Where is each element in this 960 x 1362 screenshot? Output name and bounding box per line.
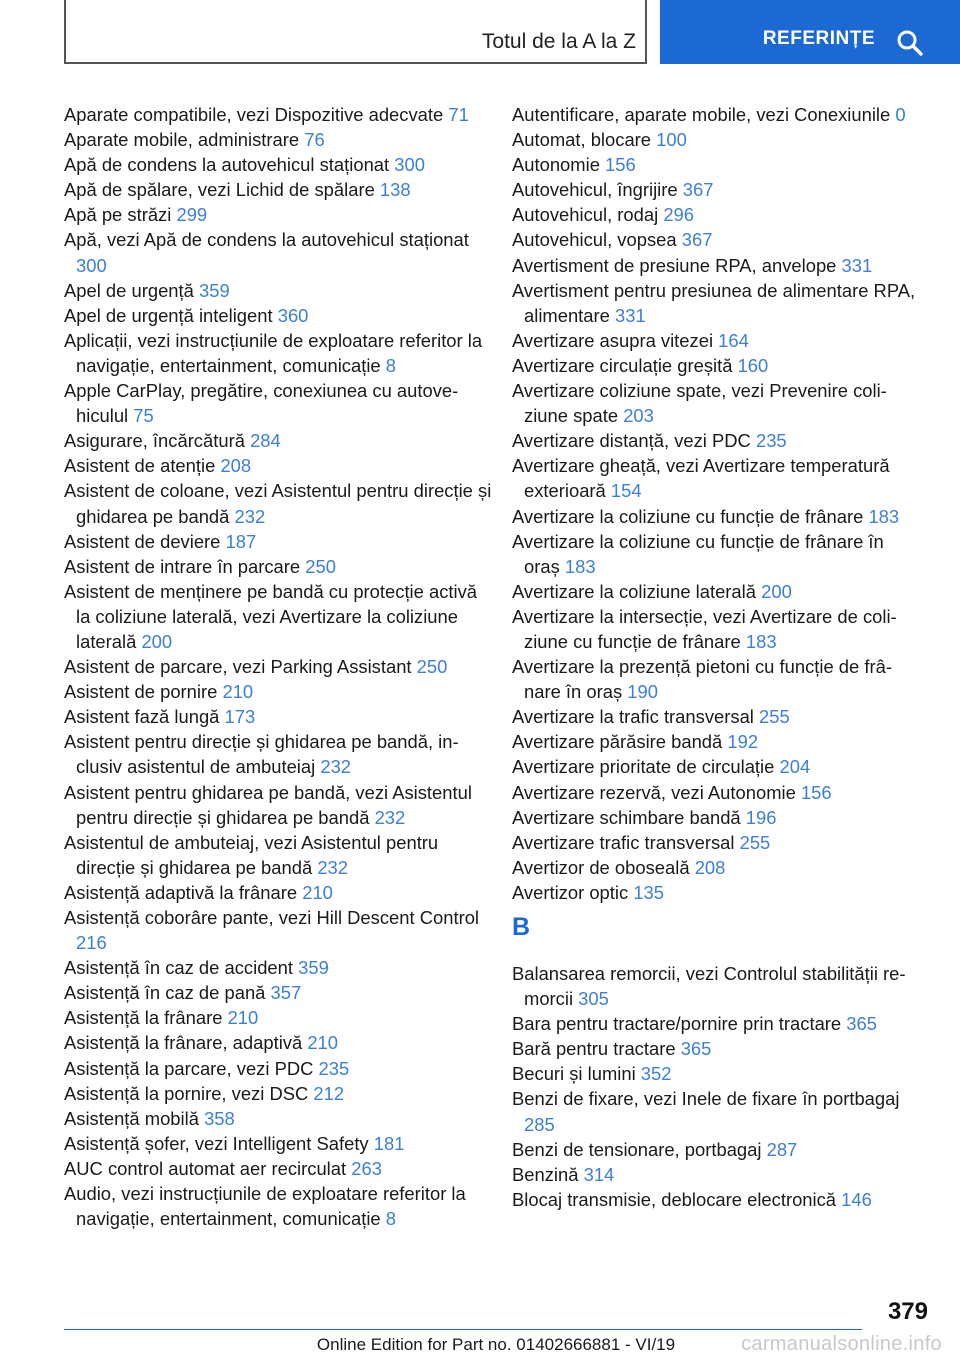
index-entry-text: Asistență la frânare (64, 1007, 223, 1029)
index-entry-text: Avertisment pentru presiunea de alimentare RPA, alimentare (512, 279, 916, 326)
page-link[interactable]: 190 (627, 681, 658, 703)
page-link[interactable]: 75 (133, 405, 154, 427)
index-entry (64, 428, 494, 453)
index-entry-text: Asistență în caz de pană (64, 982, 266, 1004)
index-entry (512, 453, 917, 503)
page-link[interactable]: 284 (250, 430, 281, 452)
page-link[interactable]: 359 (298, 957, 329, 979)
index-entry-text: Asistență la parcare, vezi PDC (64, 1057, 314, 1079)
index-entry (64, 579, 494, 654)
index-entry (64, 554, 494, 579)
index-entry-text: Asistent de coloane, vezi Asistentul pentru direcție și ghidarea pe bandă (64, 480, 492, 527)
page-link[interactable]: 156 (605, 154, 636, 176)
index-entry (512, 504, 917, 529)
index-entry (512, 604, 917, 654)
index-entry (64, 679, 494, 704)
page-link[interactable]: 232 (374, 806, 406, 828)
index-entry (64, 278, 494, 303)
page-link[interactable]: 365 (846, 1013, 877, 1035)
header-divider-right (645, 0, 647, 64)
index-entry (64, 227, 494, 277)
page-link[interactable]: 192 (727, 731, 759, 753)
page-link[interactable]: 135 (633, 881, 664, 903)
page-link[interactable]: 210 (227, 1007, 259, 1029)
page-link[interactable]: 203 (623, 405, 654, 427)
page-link[interactable]: 235 (318, 1057, 350, 1079)
index-entry (64, 654, 494, 679)
page-number: 379 (887, 1298, 928, 1325)
page-link[interactable]: 210 (307, 1032, 339, 1054)
index-entry (512, 805, 917, 830)
index-entry-text: Avertizare gheață, vezi Avertizare temperatură exterioară (512, 455, 890, 502)
index-group-a (512, 102, 917, 905)
index-entry (512, 880, 917, 905)
index-entry (64, 1081, 494, 1106)
index-entry-text: Apple CarPlay, pregătire, conexiunea cu autovehiculul (64, 380, 459, 427)
index-entry (64, 905, 494, 955)
index-entry (64, 729, 494, 779)
index-entry (512, 378, 917, 428)
page-link[interactable]: 164 (718, 329, 749, 351)
index-entry-text: Autonomie (512, 154, 600, 176)
page-link[interactable]: 146 (841, 1188, 872, 1210)
index-entry-text: Aparate compatibile, vezi Dispozitive adecvate (64, 104, 444, 125)
index-entry-text: Autovehicul, îngrijire (512, 179, 678, 201)
index-entry-text: Asistent de deviere (64, 530, 221, 552)
page-link[interactable]: 200 (141, 630, 173, 652)
page-link[interactable]: 285 (524, 1113, 555, 1135)
header-underline (64, 62, 647, 64)
index-entry-text: Benzi de fixare, vezi Inele de fixare în portbagaj (512, 1088, 900, 1110)
page-link[interactable]: 235 (755, 430, 787, 452)
section-title[interactable]: Totul de la A la Z (481, 30, 636, 53)
index-entry-text: Avertizare trafic transversal (512, 831, 735, 853)
index-entry (64, 453, 494, 478)
page-link[interactable]: 250 (305, 555, 336, 577)
page-link[interactable]: 71 (448, 104, 469, 125)
page-link[interactable]: 216 (76, 932, 107, 954)
index-entry (512, 579, 917, 604)
page-link[interactable]: 352 (640, 1063, 672, 1085)
index-entry (64, 980, 494, 1005)
page-link[interactable]: 8 (385, 1208, 396, 1230)
tab-referinte-label: REFERINȚE (762, 28, 875, 49)
index-entry-text: Avertizare rezervă, vezi Autonomie (512, 781, 796, 803)
index-entry-text: AUC control automat aer recirculat (64, 1157, 347, 1179)
index-entry (64, 378, 494, 428)
page-link[interactable]: 299 (176, 204, 208, 226)
page-link[interactable]: 76 (304, 129, 325, 151)
index-entry (512, 830, 917, 855)
index-entry (64, 830, 494, 880)
index-entry (512, 780, 917, 805)
index-entry-text: Asistentul de ambuteiaj, vezi Asistentul pentru direcție și ghidarea pe bandă (64, 831, 439, 878)
page-link[interactable]: 183 (745, 630, 777, 652)
page-link[interactable]: 232 (234, 505, 266, 527)
index-entry (512, 227, 917, 252)
index-entry (512, 152, 917, 177)
index-entry (512, 253, 917, 278)
index-entry-text: Avertizare schimbare bandă (512, 806, 741, 828)
index-entry (512, 202, 917, 227)
index-entry (64, 1181, 494, 1231)
page-link[interactable]: 367 (681, 229, 713, 251)
index-entry (512, 1137, 917, 1162)
index-entry (512, 704, 917, 729)
index-entry (64, 1156, 494, 1181)
page-link[interactable]: 212 (313, 1082, 345, 1104)
index-entry-text: Audio, vezi instrucțiunile de exploatare referitor la navigație, entertainment, comunicație (64, 1183, 466, 1230)
index-entry-text: Asistent de intrare în parcare (64, 555, 301, 577)
index-entry-text: Autentificare, aparate mobile, vezi Conexiunile (512, 104, 896, 125)
index-entry (512, 1011, 917, 1036)
search-icon[interactable] (895, 28, 925, 58)
index-entry-text: Asistență la pornire, vezi DSC (64, 1082, 309, 1104)
index-entry-text: Avertizare circulație greșită (512, 354, 733, 376)
index-entry (64, 1131, 494, 1156)
index-column-left (64, 102, 494, 1231)
index-entry-text: Avertizare la trafic transversal (512, 706, 754, 728)
index-entry (64, 955, 494, 980)
index-entry-text: Benzină (512, 1163, 579, 1185)
index-entry (64, 202, 494, 227)
index-entry-text: Asistență adaptivă la frânare (64, 881, 298, 903)
tab-referinte[interactable] (660, 0, 960, 64)
footer-rule (64, 1329, 862, 1330)
index-entry-text: Avertizare distanță, vezi PDC (512, 430, 751, 452)
page-link[interactable]: 365 (680, 1038, 712, 1060)
page-link[interactable]: 300 (394, 154, 425, 176)
page-link[interactable]: 210 (302, 881, 333, 903)
index-entry-text: Avertizare coliziune spate, vezi Prevenire coliziune spate (512, 380, 887, 427)
index-entry (64, 102, 494, 127)
page-link[interactable]: 210 (222, 681, 254, 703)
page-link[interactable]: 183 (868, 505, 900, 527)
index-entry-text: Apel de urgență inteligent (64, 304, 273, 326)
index-entry-text: Avertizare asupra vitezei (512, 329, 714, 351)
index-entry-text: Avertizare părăsire bandă (512, 731, 723, 753)
page-link[interactable]: 367 (682, 179, 714, 201)
index-entry-text: Asistent de atenție (64, 455, 216, 477)
index-entry-text: Avertizare la coliziune cu funcție de frânare în oraș (512, 530, 884, 577)
index-entry-text: Apel de urgență (64, 279, 194, 301)
index-entry (64, 1056, 494, 1081)
page-link[interactable]: 8 (385, 354, 396, 376)
index-letter-heading: B (512, 913, 531, 941)
index-entry-text: Avertizare la prezență pietoni cu funcție de frânare în oraș (512, 656, 892, 703)
index-entry (512, 1187, 917, 1212)
index-entry-text: Asigurare, încărcătură (64, 430, 245, 452)
page-link[interactable]: 154 (610, 480, 642, 502)
page-link[interactable]: 183 (564, 555, 596, 577)
page-link[interactable]: 173 (224, 706, 256, 728)
page-link[interactable]: 255 (739, 831, 771, 853)
watermark: carmanualsonline.info (741, 1333, 942, 1355)
index-entry-text: Bară pentru tractare (512, 1038, 676, 1060)
page-link[interactable]: 287 (766, 1138, 798, 1160)
index-entry-text: Apă de spălare, vezi Lichid de spălare (64, 179, 375, 201)
page-link[interactable]: 232 (317, 856, 348, 878)
index-entry-text: Asistent de parcare, vezi Parking Assistant (64, 656, 412, 678)
page-link[interactable]: 305 (578, 988, 609, 1010)
index-entry-text: Asistent fază lungă (64, 706, 220, 728)
index-entry (512, 127, 917, 152)
index-entry-text: Asistență mobilă (64, 1107, 199, 1129)
index-entry (64, 780, 494, 830)
page-link[interactable]: 250 (416, 656, 448, 678)
index-entry (64, 880, 494, 905)
index-entry (64, 1005, 494, 1030)
index-entry (512, 529, 917, 579)
index-entry (512, 102, 917, 127)
index-entry (512, 1162, 917, 1187)
page-link[interactable]: 331 (841, 254, 873, 276)
index-column-right (512, 102, 917, 1212)
index-entry-text: Apă, vezi Apă de condens la autovehicul staționat (64, 229, 469, 251)
index-entry (512, 328, 917, 353)
page-link[interactable]: 263 (351, 1157, 382, 1179)
page-link[interactable]: 357 (270, 982, 302, 1004)
index-entry (512, 961, 917, 1011)
page-link[interactable]: 181 (373, 1132, 405, 1154)
page-link[interactable]: 255 (759, 706, 790, 728)
page-link[interactable]: 300 (76, 254, 107, 276)
index-entry (64, 127, 494, 152)
index-entry-text: Autovehicul, rodaj (512, 204, 659, 226)
index-entry-text: Benzi de tensionare, portbagaj (512, 1138, 762, 1160)
index-entry (512, 177, 917, 202)
page-link[interactable]: 331 (615, 304, 646, 326)
index-entry-text: Autovehicul, vopsea (512, 229, 677, 251)
index-entry-text: Asistent pentru ghidarea pe bandă, vezi Asistentul pentru direcție și ghidarea pe bandă (64, 781, 472, 828)
index-entry-text: Avertizare la intersecție, vezi Avertizare de coliziune cu funcție de frânare (512, 605, 897, 652)
edition-note: Online Edition for Part no. 01402666881 - VI/19 (316, 1335, 676, 1354)
index-entry (64, 152, 494, 177)
index-entry-text: Avertisment de presiune RPA, anvelope (512, 254, 837, 276)
index-entry-text: Balansarea remorcii, vezi Controlul stabilității remorcii (512, 963, 906, 1010)
index-entry-text: Aparate mobile, administrare (64, 129, 300, 151)
page-link[interactable]: 360 (277, 304, 309, 326)
page-link[interactable]: 358 (204, 1107, 235, 1129)
index-entry-text: Blocaj transmisie, deblocare electronică (512, 1188, 837, 1210)
page-link[interactable]: 204 (779, 756, 811, 778)
index-entry-text: Asistență coborâre pante, vezi Hill Descent Control (64, 907, 480, 928)
page-link[interactable]: 232 (320, 756, 352, 778)
index-entry (64, 478, 494, 528)
index-entry (64, 1106, 494, 1131)
index-entry-text: Bara pentru tractare/pornire prin tractare (512, 1013, 842, 1035)
index-entry (512, 428, 917, 453)
index-entry (512, 855, 917, 880)
page-link[interactable]: 187 (225, 530, 257, 552)
page-link[interactable]: 156 (800, 781, 832, 803)
page-link[interactable]: 359 (198, 279, 230, 301)
index-entry (64, 303, 494, 328)
index-entry-text: Asistență la frânare, adaptivă (64, 1032, 303, 1054)
index-entry (512, 1036, 917, 1061)
index-entry-text: Asistență șofer, vezi Intelligent Safety (64, 1132, 369, 1154)
index-entry (64, 328, 494, 378)
index-entry-text: Automat, blocare (512, 129, 652, 151)
index-entry-text: Aplicații, vezi instrucțiunile de exploatare referitor la navigație, entertainment, comunicație (64, 329, 483, 376)
index-entry-text: Avertizare la coliziune laterală (512, 580, 756, 602)
index-entry-text: Apă pe străzi (64, 204, 172, 226)
index-entry (64, 177, 494, 202)
index-entry-text: Asistent de menținere pe bandă cu protecție activă la coliziune laterală, vezi Avertizare la coliziune laterală (64, 580, 478, 652)
index-entry-text: Asistență în caz de accident (64, 957, 293, 979)
index-entry (512, 1086, 917, 1136)
page-link[interactable]: 296 (663, 204, 695, 226)
index-entry (512, 654, 917, 704)
page-link[interactable]: 200 (761, 580, 792, 602)
index-entry-text: Apă de condens la autovehicul staționat (64, 154, 390, 176)
index-entry-text: Avertizor de oboseală (512, 856, 690, 878)
index-entry-text: Avertizor optic (512, 881, 629, 903)
page-link[interactable]: 196 (745, 806, 777, 828)
index-entry (64, 704, 494, 729)
index-entry (512, 754, 917, 779)
index-entry (512, 353, 917, 378)
index-entry-text: Asistent de pornire (64, 681, 218, 703)
index-entry-text: Avertizare la coliziune cu funcție de frânare (512, 505, 864, 527)
page-link[interactable]: 314 (583, 1163, 615, 1185)
index-entry-text: Becuri și lumini (512, 1063, 636, 1085)
index-entry-text: Asistent pentru direcție și ghidarea pe bandă, inclusiv asistentul de ambuteiaj (64, 731, 459, 778)
index-entry (512, 729, 917, 754)
page-link[interactable]: 0 (895, 104, 906, 125)
page-link[interactable]: 138 (379, 179, 411, 201)
page-link[interactable]: 208 (694, 856, 726, 878)
index-entry (64, 1030, 494, 1055)
page-link[interactable]: 208 (220, 455, 252, 477)
index-entry-text: Avertizare prioritate de circulație (512, 756, 775, 778)
index-entry (512, 1061, 917, 1086)
index-entry (64, 529, 494, 554)
index-group-b (512, 961, 917, 1212)
page-link[interactable]: 100 (656, 129, 687, 151)
index-entry (512, 278, 917, 328)
page-link[interactable]: 160 (737, 354, 769, 376)
